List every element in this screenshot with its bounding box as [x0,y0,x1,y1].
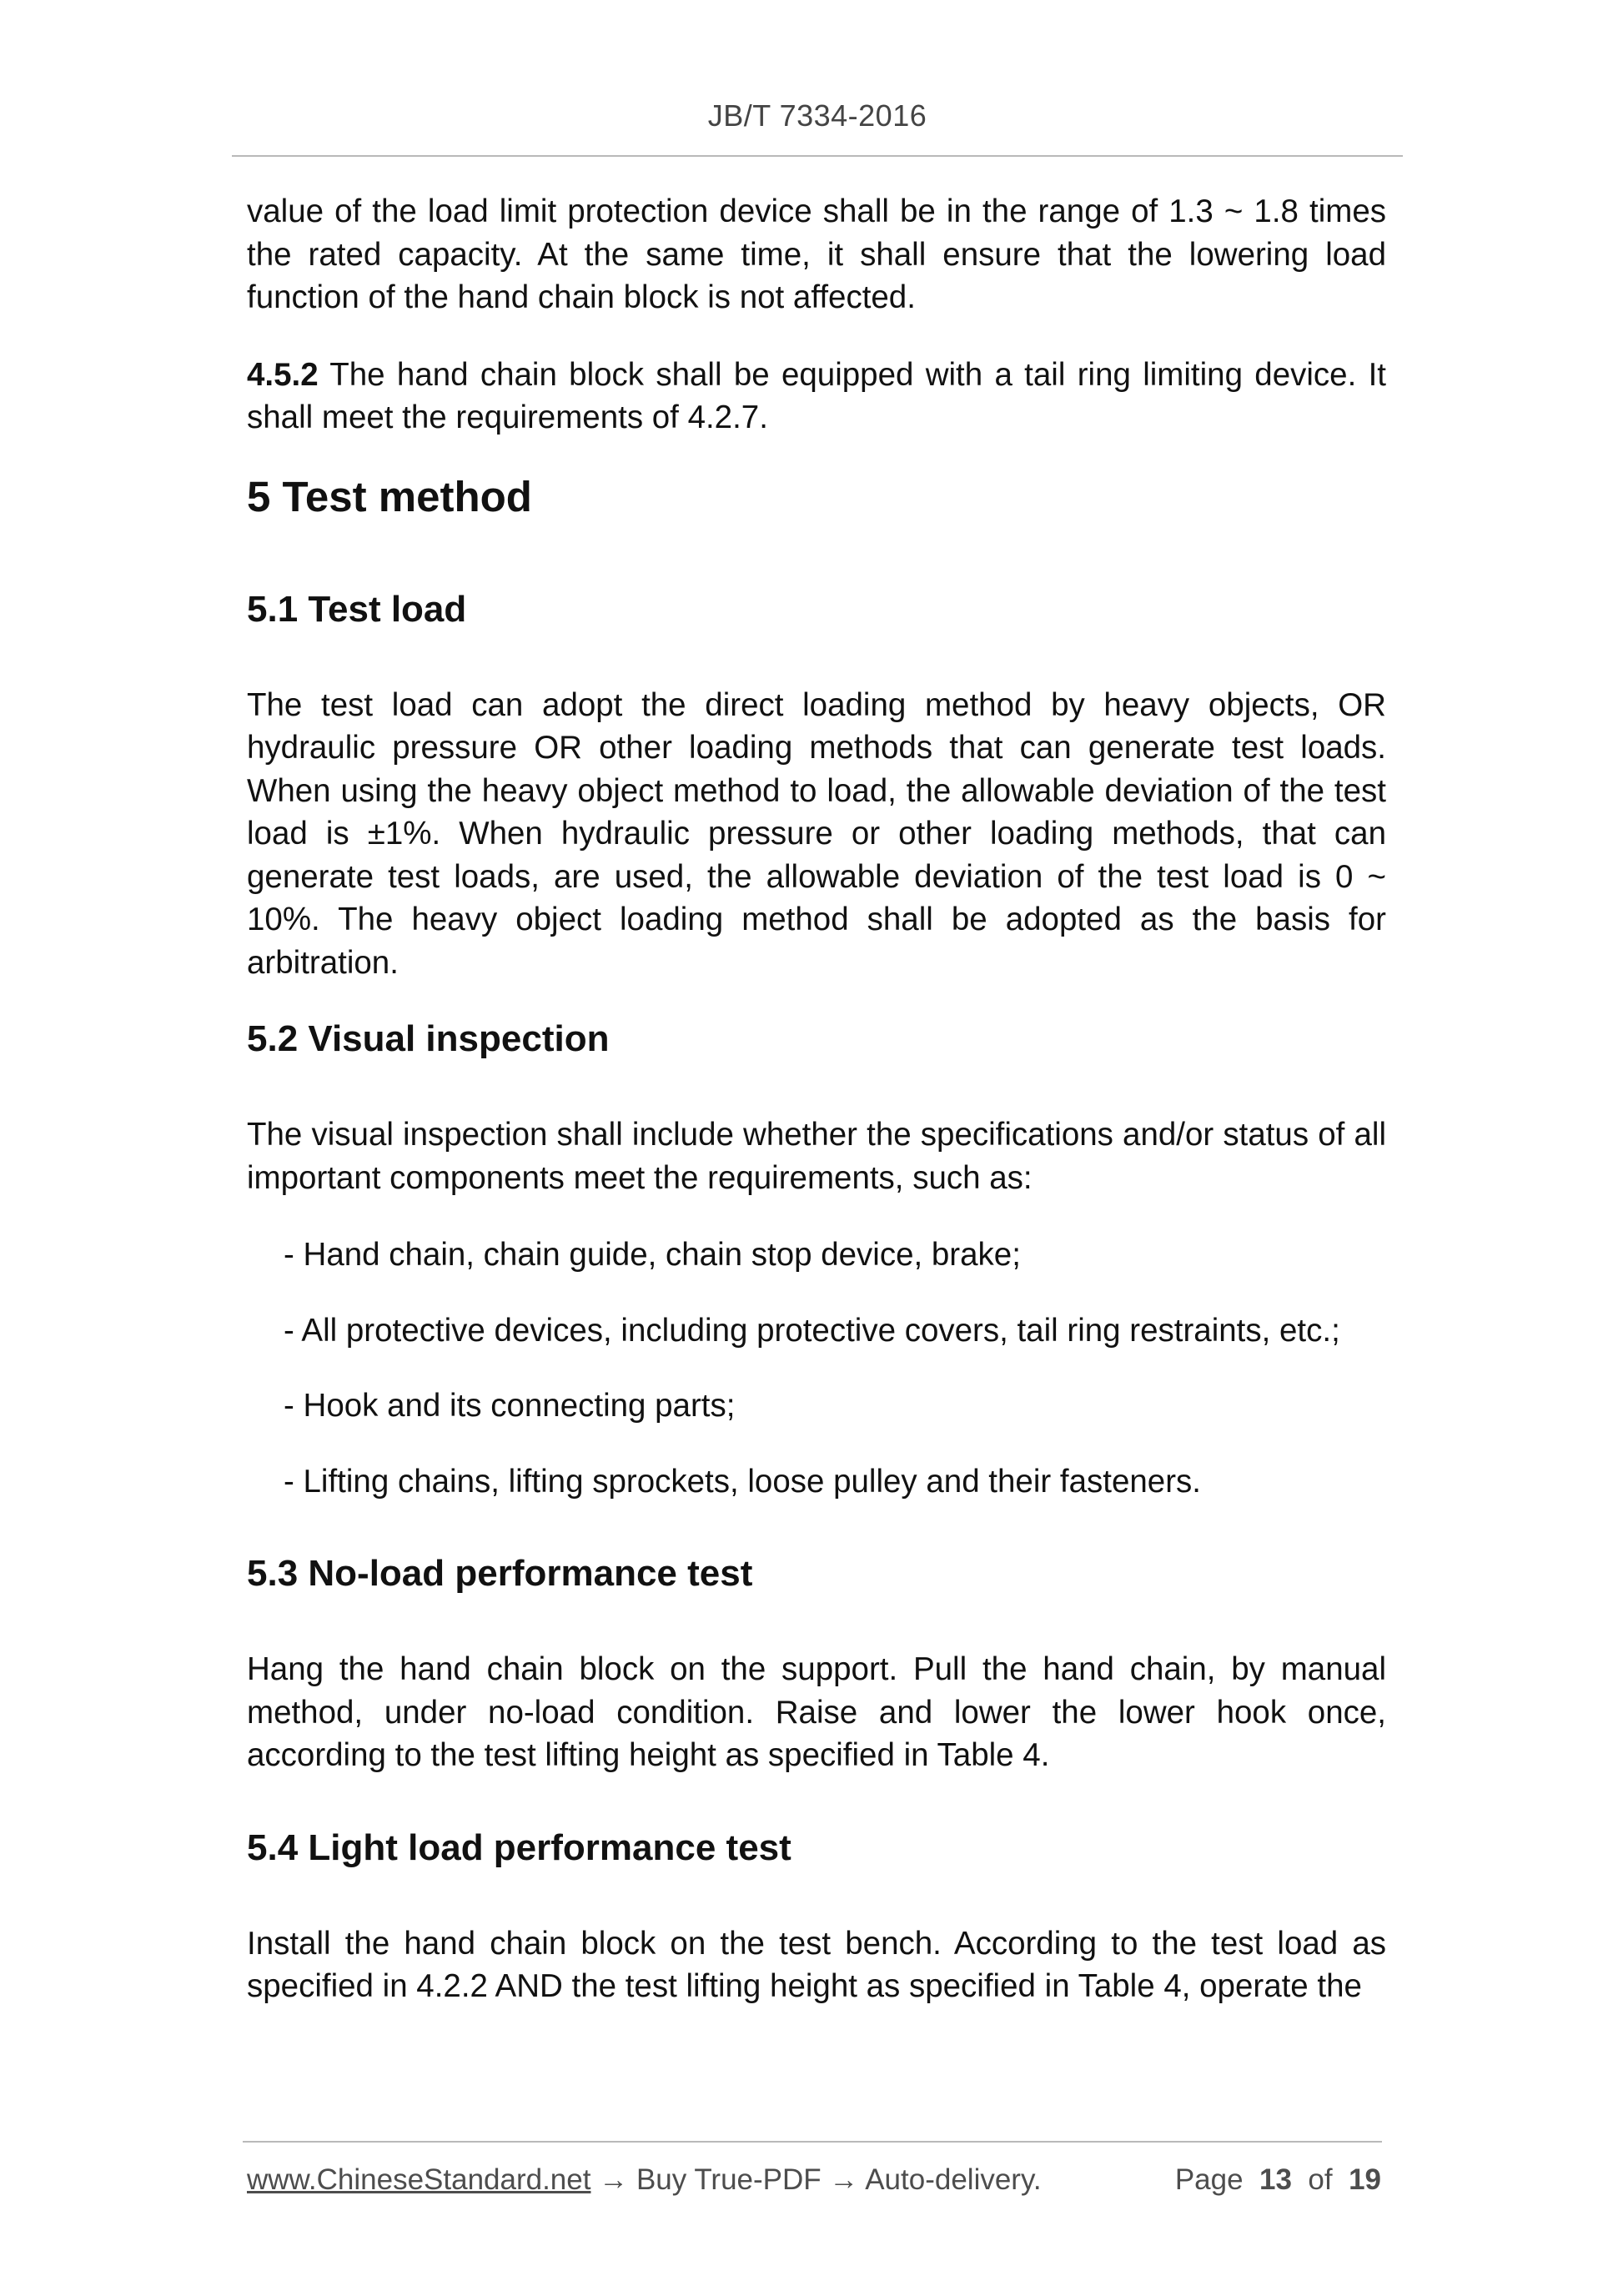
arrow-icon: → [599,2163,629,2196]
list-item: - Hand chain, chain guide, chain stop device, brake; [284,1237,1021,1273]
clause-text: The hand chain block shall be equipped with a tail ring limiting device. It shall meet the requirements of 4.2.7. [247,356,1386,435]
page-label: Page [1174,2163,1244,2196]
page-content [247,190,1386,2042]
buy-text: Buy True-PDF [636,2163,822,2196]
section-5-1-heading: 5.1 Test load [247,588,467,630]
footer-divider [243,2141,1382,2143]
section-5-4-heading: 5.4 Light load performance test [247,1826,791,1868]
clause-4-5-2 [247,354,1386,440]
site-link[interactable]: www.ChineseStandard.net [247,2163,591,2196]
section-5-4-text: Install the hand chain block on the test bench. According to the test load as specified in 4.2.2 AND the test lifting height as specified in Table 4, operate the [247,1925,1386,2004]
arrow-icon: → [829,2163,859,2196]
page-total: 19 [1349,2163,1381,2196]
page-number: 13 [1259,2163,1292,2196]
of-label: of [1308,2163,1333,2196]
section-5-3-heading: 5.3 No-load performance test [247,1553,753,1594]
section-5-heading: 5 Test method [247,472,532,520]
section-5-2-heading: 5.2 Visual inspection [247,1018,610,1059]
header-divider [232,155,1403,157]
delivery-text: Auto-delivery. [865,2163,1042,2196]
footer-promo [247,2163,1042,2197]
page-counter [1175,2163,1381,2197]
list-item: - Lifting chains, lifting sprockets, loose pulley and their fasteners. [284,1463,1201,1500]
list-item: - Hook and its connecting parts; [284,1388,736,1424]
paragraph-load-limit: value of the load limit protection device shall be in the range of 1.3 ~ 1.8 times the rated capacity. At the same time, it shall ensure that the lowering load function of the hand chain block is not affected. [247,193,1386,315]
clause-number: 4.5.2 [247,356,319,393]
list-item: - All protective devices, including protective covers, tail ring restraints, etc.; [284,1312,1340,1349]
section-5-1-text: The test load can adopt the direct loading method by heavy objects, OR hydraulic pressure OR other loading methods that can generate test loads. When using the heavy object method to load, the allowable deviation of the test load is ±1%. When hydraulic pressure or other loading methods, that can generate test loads, are used, the allowable deviation of the test load is 0 ~ 10%. The heavy object loading method shall be adopted as the basis for arbitration. [247,686,1386,981]
section-5-2-text: The visual inspection shall include whether the specifications and/or status of all important components meet the requirements, such as: [247,1117,1386,1196]
document-header: JB/T 7334-2016 [707,98,927,133]
section-5-3-text: Hang the hand chain block on the support. Pull the hand chain, by manual method, under no-load condition. Raise and lower the lower hook once, according to the test lifting height as specified in Table 4. [247,1651,1386,1773]
